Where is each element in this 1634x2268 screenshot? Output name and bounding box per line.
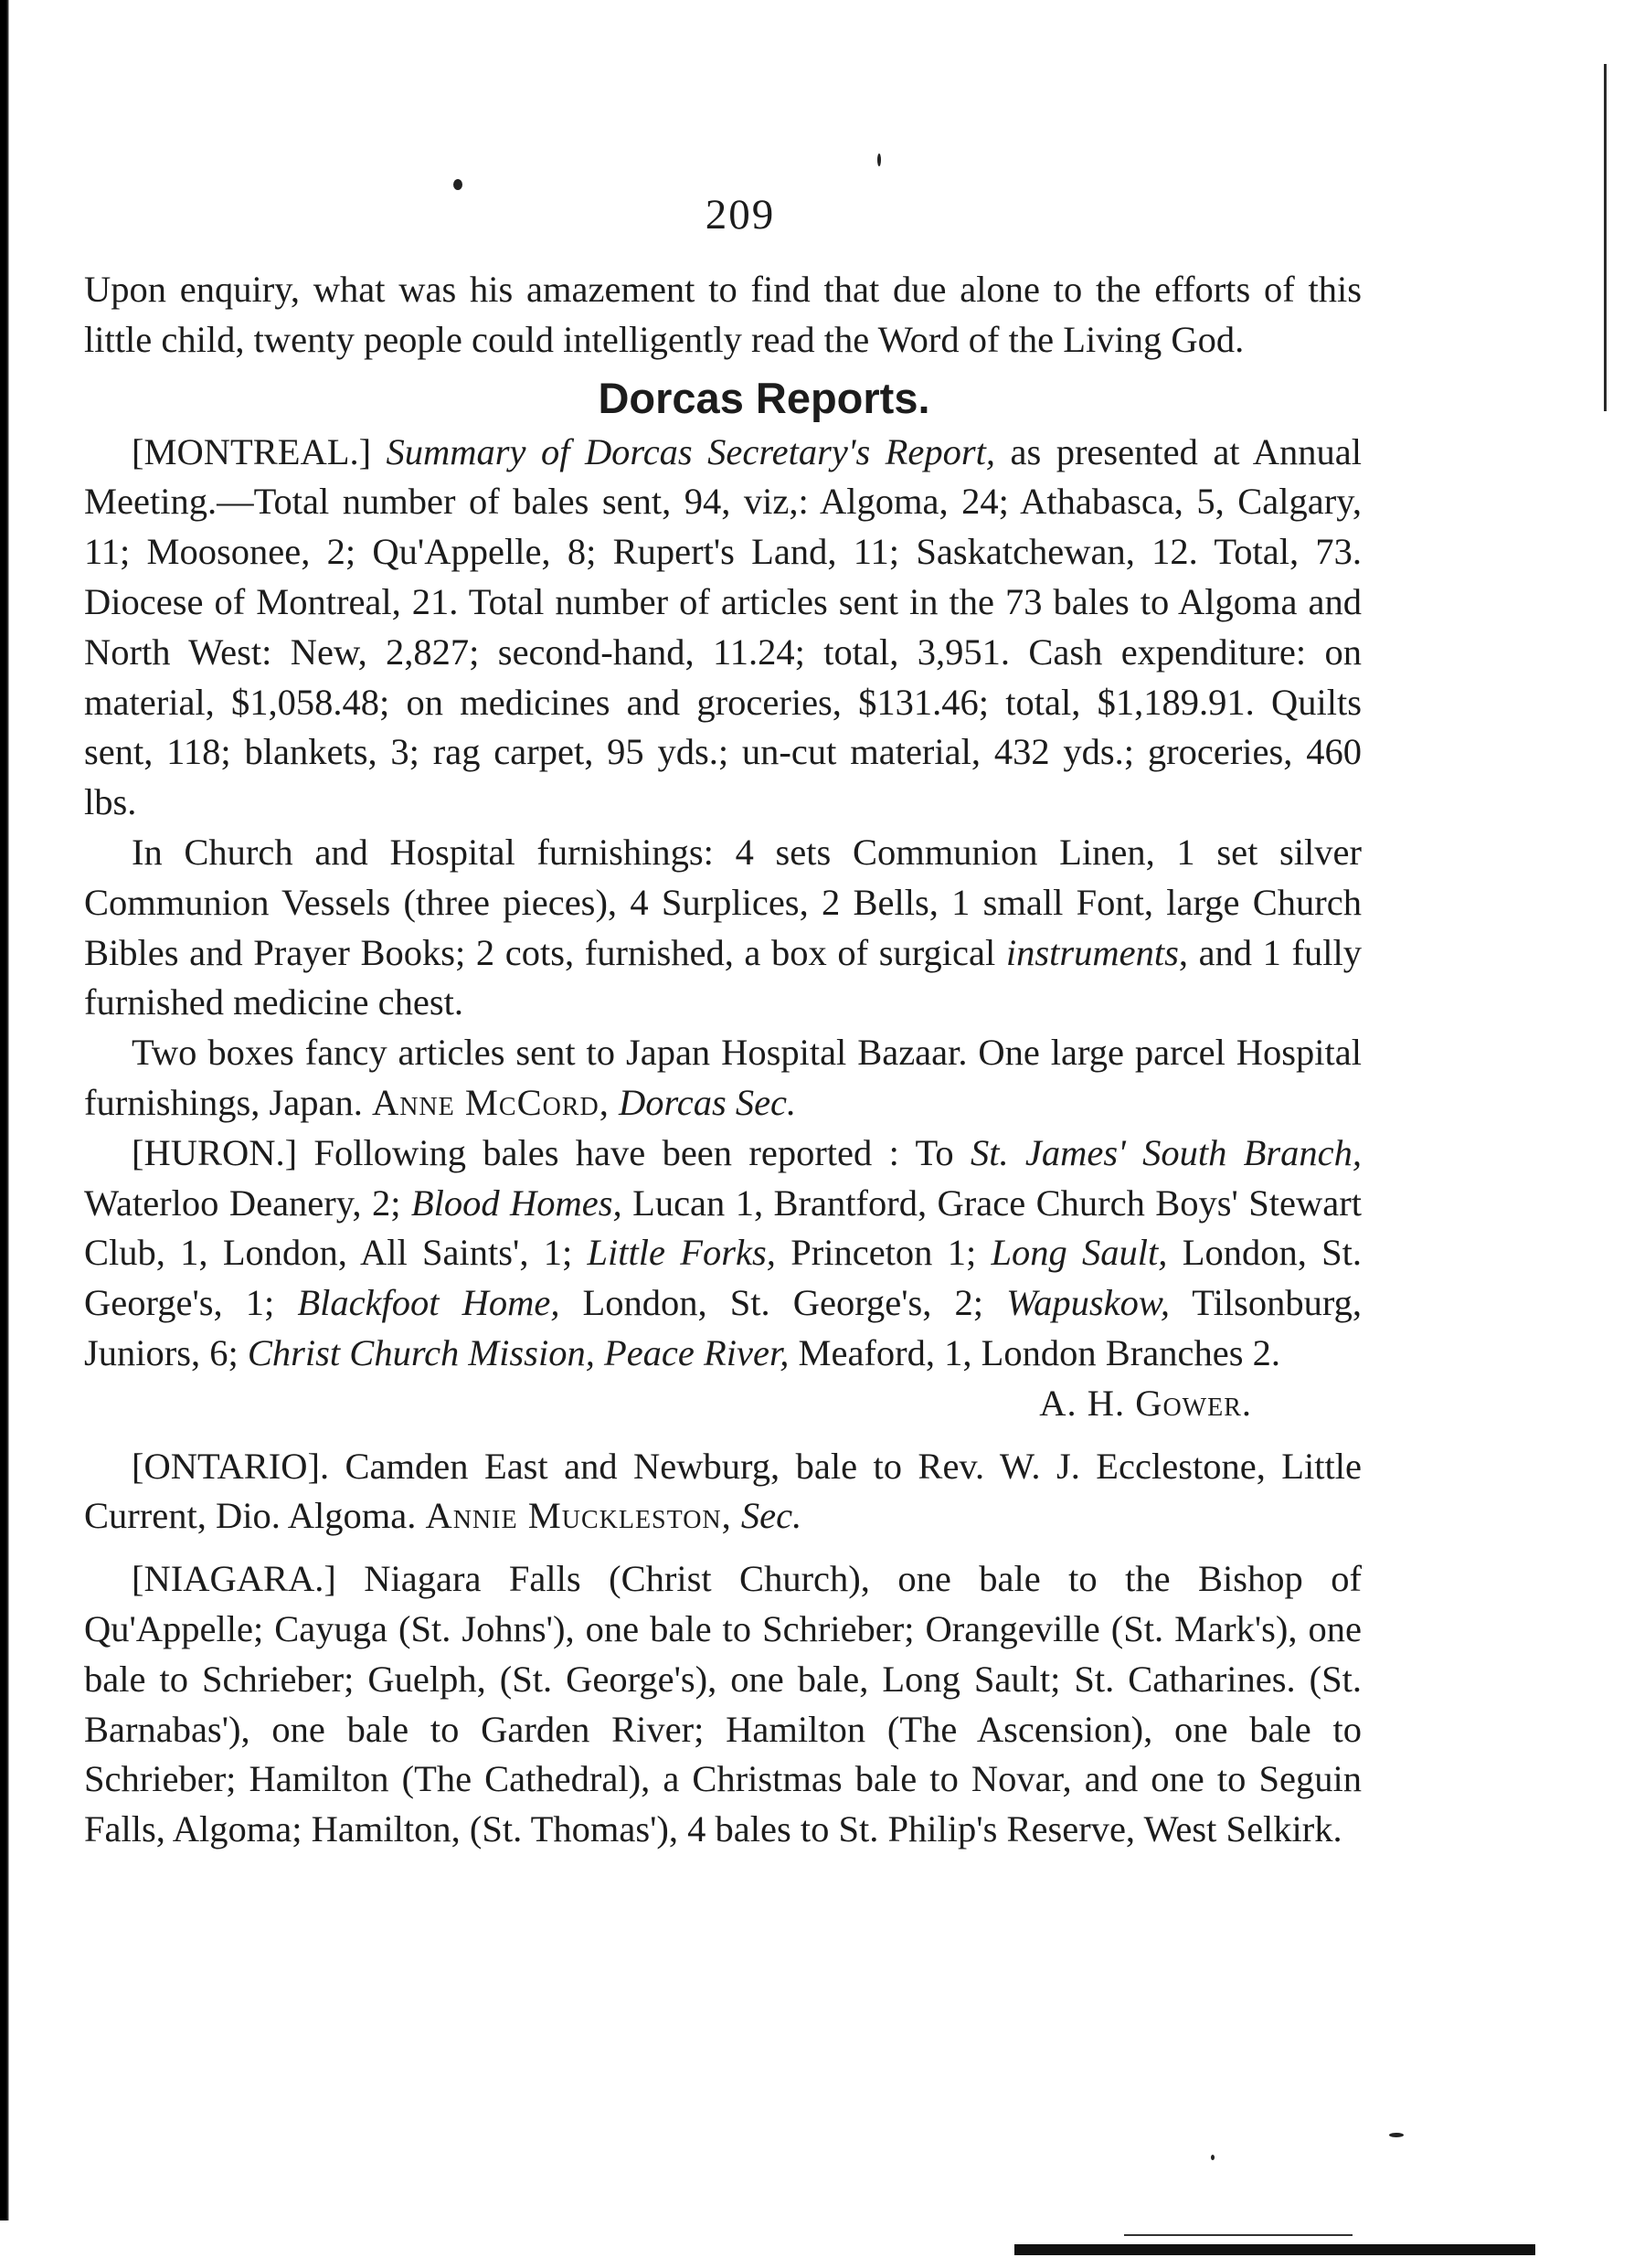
scan-speck bbox=[1389, 2133, 1404, 2137]
huron-text: London, St. George's, 2; bbox=[559, 1282, 1007, 1324]
huron-emphasis: Blood Homes, bbox=[410, 1182, 622, 1224]
huron-emphasis: St. James' South Branch, bbox=[970, 1131, 1362, 1173]
montreal-furnishings-text-end: , and 1 fully furnished medicine chest. bbox=[84, 931, 1363, 1023]
huron-emphasis: Long Sault, bbox=[991, 1232, 1168, 1274]
huron-tag: [HURON.] bbox=[132, 1131, 298, 1173]
scan-speck bbox=[1211, 2155, 1215, 2160]
paragraph-gap bbox=[84, 1429, 1362, 1442]
section-heading: Dorcas Reports. bbox=[598, 373, 930, 422]
montreal-japan-text: Two boxes fancy articles sent to Japan Hospital Bazaar. One large parcel Hospital furnishings, Japan. bbox=[84, 1032, 1362, 1123]
ontario-paragraph bbox=[84, 1442, 1362, 1542]
huron-emphasis: Christ Church Mission, bbox=[247, 1331, 595, 1373]
ontario-tag: [ONTARIO]. bbox=[132, 1445, 330, 1487]
scan-edge-bottom bbox=[1014, 2244, 1535, 2255]
huron-emphasis: Wapuskow, bbox=[1006, 1282, 1170, 1324]
montreal-signature-title: Dorcas Sec. bbox=[618, 1081, 797, 1123]
huron-signature bbox=[84, 1379, 1362, 1429]
montreal-furnishings-paragraph bbox=[84, 828, 1362, 1028]
huron-emphasis: Blackfoot Home, bbox=[297, 1282, 560, 1324]
huron-paragraph bbox=[84, 1129, 1362, 1379]
huron-text: Meaford, 1, London Branches 2. bbox=[789, 1331, 1280, 1373]
niagara-text: Niagara Falls (Christ Church), one bale to the Bishop of Qu'Appelle; Cayuga (St. Johns'), one bale to Schrieber; Orangeville (St. Mark's), one bale to Schrieber; Guelph, (St. George's), one bale, Long Sault; St. Catharines. (St. Barnabas'), one bale to Garden River; Hamilton (The Ascension), one bale to Schrieber; Hamilton (The Cathedral), a Christmas bale to Novar, and one to Seguin Falls, Algoma; Hamilton, (St. Thomas'), 4 bales to St. Philip's Reserve, West Selkirk. bbox=[84, 1558, 1362, 1850]
huron-text bbox=[595, 1332, 604, 1373]
niagara-tag: [NIAGARA.] bbox=[132, 1558, 336, 1600]
montreal-text: as presented at Annual Meeting.—Total number of bales sent, 94, viz,: Algoma, 24; Athabasca, 5, Calgary, 11; Moosonee, 2; Qu'Appelle, 8; Rupert's Land, 11; Saskatchewan, 12. Total, 73. Diocese of Montreal, 21. Total number of articles sent in the 73 bales to Algoma and North West: New, 2,827; second-hand, 11.24; total, 3,951. Cash expenditure: on material, $1,058.48; on medicines and groceries, $131.46; total, $1,189.91. Quilts sent, 118; blankets, 3; rag carpet, 95 yds.; un-cut material, 432 yds.; groceries, 460 lbs. bbox=[84, 430, 1362, 823]
montreal-signature-name: Anne McCord, bbox=[371, 1081, 610, 1123]
huron-text: Following bales have been reported : To bbox=[297, 1131, 971, 1173]
scan-speck bbox=[453, 179, 462, 190]
scan-edge-left bbox=[0, 0, 9, 2220]
scan-edge-right bbox=[1604, 64, 1607, 411]
montreal-furnishings-text: In Church and Hospital furnishings: 4 sets Communion Linen, 1 set silver Communion Vessels (three pieces), 4 Surplices, 2 Bells, 1 small Font, large Church Bibles and Prayer Books; 2 cots, furnished, a box of surgical bbox=[84, 831, 1362, 973]
montreal-furnishings-emphasis: instruments bbox=[1005, 931, 1179, 973]
huron-text: London, St. George's, 1; bbox=[84, 1232, 1362, 1324]
huron-text: Waterloo Deanery, 2; bbox=[84, 1182, 411, 1224]
ontario-signature-name: Annie Muckleston, bbox=[425, 1495, 732, 1537]
intro-paragraph: Upon enquiry, what was his amazement to find that due alone to the efforts of this little child, twenty people could intelligently read the Word of the Living God. bbox=[84, 269, 1362, 360]
montreal-japan-paragraph bbox=[84, 1028, 1362, 1129]
huron-text: Lucan 1, Brantford, Grace Church Boys' Stewart Club, 1, London, All Saints', 1; bbox=[84, 1182, 1362, 1274]
montreal-tag: [MONTREAL.] bbox=[132, 430, 372, 472]
scan-speck bbox=[877, 154, 881, 166]
page-number: 209 bbox=[705, 191, 776, 238]
ontario-signature-title: Sec. bbox=[740, 1495, 802, 1537]
page-body bbox=[84, 265, 1362, 1855]
paragraph-gap bbox=[84, 1542, 1362, 1554]
niagara-paragraph bbox=[84, 1554, 1362, 1855]
huron-signature-name: A. H. Gower. bbox=[1039, 1382, 1252, 1424]
montreal-lead: Summary of Dorcas Secretary's Report, bbox=[386, 430, 996, 472]
ontario-text: Camden East and Newburg, bale to Rev. W. J. Ecclestone, Little Current, Dio. Algoma. bbox=[84, 1445, 1362, 1537]
scan-edge-bottom-line bbox=[1124, 2234, 1353, 2236]
huron-emphasis: Little Forks, bbox=[587, 1232, 776, 1274]
montreal-paragraph bbox=[84, 428, 1362, 828]
huron-text: Tilsonburg, Juniors, 6; bbox=[84, 1282, 1363, 1373]
huron-text: Princeton 1; bbox=[775, 1232, 992, 1274]
huron-emphasis: Peace River, bbox=[603, 1331, 790, 1373]
